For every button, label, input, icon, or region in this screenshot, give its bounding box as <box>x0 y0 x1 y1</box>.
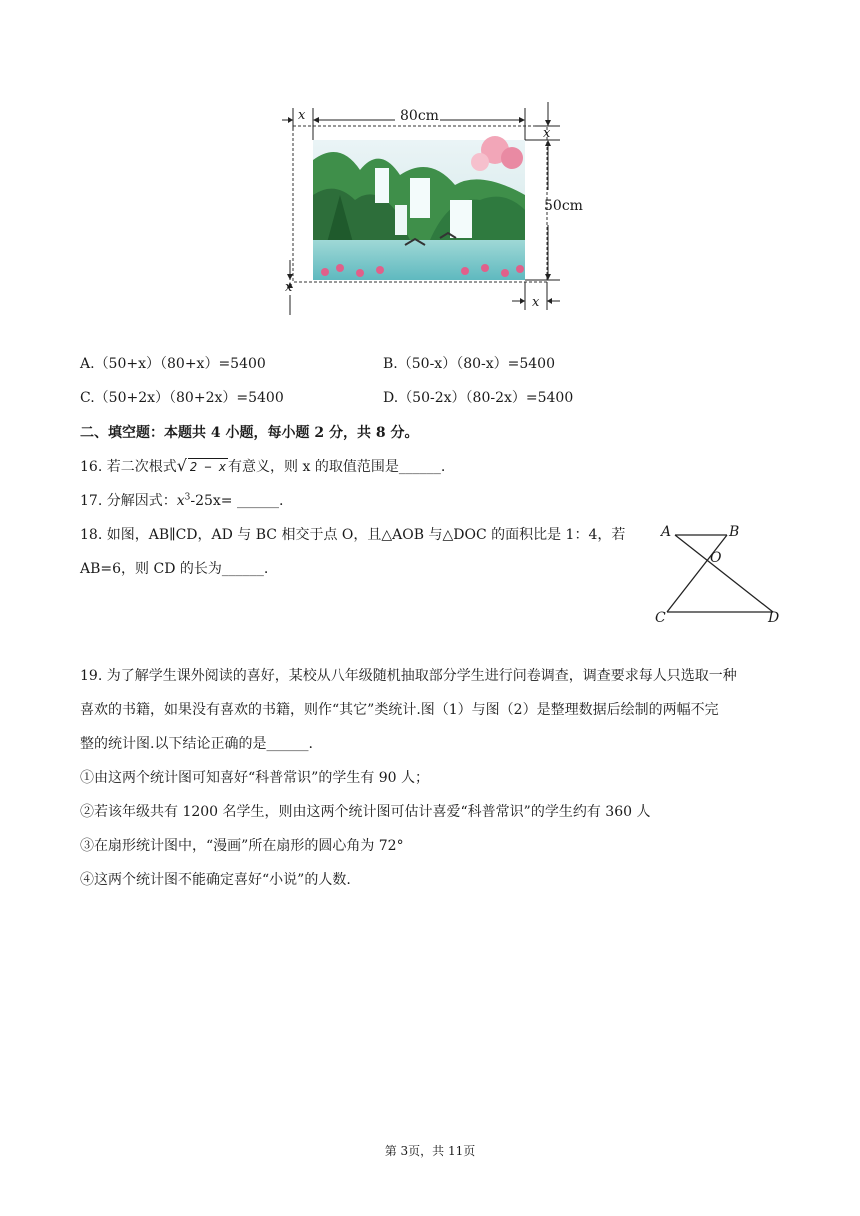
option-c-letter: C. <box>80 390 95 406</box>
option-d <box>383 388 573 408</box>
q16-suffix: 有意义，则 x 的取值范围是______. <box>228 459 446 475</box>
option-d-letter: D. <box>383 390 399 406</box>
option-c-text: （50+2x）（80+2x）=5400 <box>94 390 284 406</box>
label-o: O <box>710 550 722 566</box>
x-label-bottom-left: x <box>285 280 293 295</box>
q16-radicand: 2 − x <box>189 460 227 474</box>
option-d-text: （50-2x）（80-2x）=5400 <box>398 390 574 406</box>
q16-prefix: 16. 若二次根式 <box>80 459 177 475</box>
x-label-top-right: x <box>543 126 551 141</box>
label-a: A <box>661 524 672 540</box>
triangle-figure <box>655 522 785 630</box>
q17-base: x <box>176 493 185 509</box>
label-d: D <box>768 610 780 626</box>
option-b-text: （50-x）（80-x）=5400 <box>397 356 555 372</box>
painting-figure <box>280 100 583 320</box>
q17-prefix: 17. 分解因式： <box>80 493 177 509</box>
question-18-line1: 18. 如图，AB∥CD，AD 与 BC 相交于点 O，且△AOB 与△DOC 的面积比是 1：4，若 <box>80 527 626 543</box>
option-a <box>80 354 266 374</box>
question-19-line2: 喜欢的书籍，如果没有喜欢的书籍，则作“其它”类统计.图（1）与图（2）是整理数据后绘制的两幅不完 <box>80 702 719 718</box>
section-heading: 二、填空题：本题共 4 小题，每小题 2 分，共 8 分。 <box>80 425 419 441</box>
x-label-top-left: x <box>298 108 306 123</box>
height-label: 50cm <box>544 198 583 214</box>
q17-rest: -25x= ______. <box>190 493 284 509</box>
option-b <box>383 354 555 374</box>
statement-4: ④这两个统计图不能确定喜好“小说”的人数. <box>80 872 351 888</box>
page-footer: 第 3页，共 11页 <box>384 1144 476 1158</box>
width-label: 80cm <box>400 108 439 124</box>
x-label-bottom-right: x <box>532 295 540 310</box>
option-c <box>80 388 284 408</box>
label-b: B <box>729 524 740 540</box>
option-b-letter: B. <box>383 356 398 372</box>
triangle-diagram <box>655 522 785 630</box>
statement-1: ①由这两个统计图可知喜好“科普常识”的学生有 90 人； <box>80 770 430 786</box>
question-18-line2: AB=6，则 CD 的长为______. <box>80 561 269 577</box>
question-17 <box>80 491 283 511</box>
question-19-line3: 整的统计图.以下结论正确的是______. <box>80 736 313 752</box>
painting-diagram <box>280 100 580 320</box>
option-a-text: （50+x）（80+x）=5400 <box>94 356 266 372</box>
option-a-letter: A. <box>80 356 95 372</box>
q17-exponent: 3 <box>184 492 191 503</box>
label-c: C <box>655 610 666 626</box>
radical-sign: √ <box>176 456 187 475</box>
question-16 <box>80 456 445 477</box>
statement-3: ③在扇形统计图中，“漫画”所在扇形的圆心角为 72° <box>80 838 404 854</box>
landscape-picture <box>313 136 525 280</box>
question-19-line1: 19. 为了解学生课外阅读的喜好，某校从八年级随机抽取部分学生进行问卷调查，调查要求每人只选取一种 <box>80 668 737 684</box>
statement-2: ②若该年级共有 1200 名学生，则由这两个统计图可估计喜爱“科普常识”的学生约有 360 人 <box>80 804 651 820</box>
